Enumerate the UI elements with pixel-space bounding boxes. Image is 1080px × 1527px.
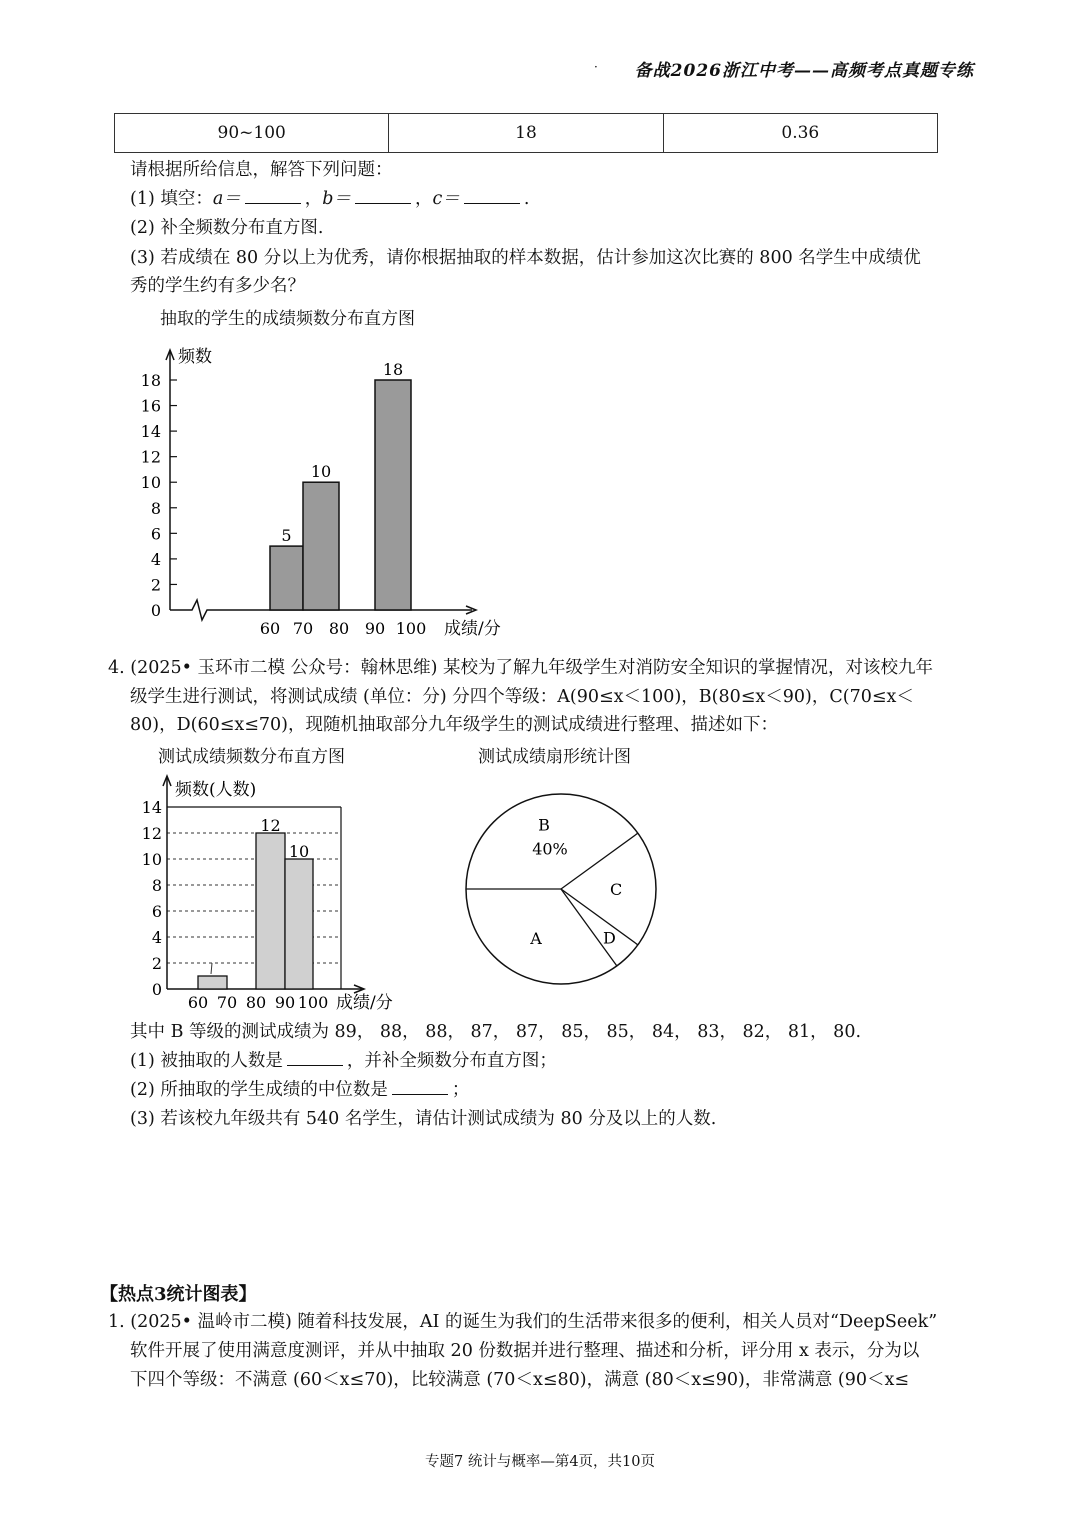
hotspot-line3: 下四个等级：不满意 (60＜x≤70)，比较满意 (70＜x≤80)，满意 (80＜x≤90)，非常满意 (90＜x≤ [130,1370,910,1390]
x-tick-label: 70 [216,993,238,1012]
answer-blank-b[interactable] [355,187,411,204]
pie-slice-label: B [538,815,550,835]
pen-mark [211,963,212,974]
x-tick-label: 60 [259,619,281,638]
y-tick-label: 0 [151,980,162,999]
y-tick-label: 2 [151,954,162,973]
table-row [115,114,938,153]
y-tick-label: 0 [150,601,161,620]
chart3-pie [440,780,690,1000]
answer-blank-count[interactable] [287,1049,343,1066]
x-axis-label: 成绩/分 [444,619,501,639]
grade-table [114,113,938,153]
bar-data-label: 10 [288,842,310,861]
y-tick-label: 6 [151,902,162,921]
q4-part2-text: (2) 所抽取的学生成绩的中位数是 [130,1080,388,1100]
histogram-bar [256,833,285,989]
y-tick-label: 12 [141,824,162,843]
q3-part2: (2) 补全频数分布直方图. [130,218,324,238]
q3-intro: 请根据所给信息，解答下列问题： [130,160,393,180]
page-header-title: 备战2026浙江中考——高频考点真题专练 [634,61,974,81]
answer-blank-c[interactable] [464,187,520,204]
q4-line2: 级学生进行测试，将测试成绩 (单位：分) 分四个等级：A(90≤x＜100)，B(80≤x＜90)，C(70≤x＜ [130,687,914,707]
y-tick-label: 14 [141,798,162,817]
q3-c-label: c＝ [432,189,460,209]
y-tick-label: 18 [140,371,161,390]
y-tick-label: 10 [140,473,161,493]
bar-data-label: 12 [260,816,281,835]
y-tick-label: 12 [140,447,161,467]
x-tick-label: 100 [395,619,427,638]
chart1-histogram [0,330,540,650]
y-tick-label: 14 [140,422,161,442]
x-tick-label: 90 [274,993,296,1012]
y-tick-label: 16 [140,396,161,416]
bar-data-label: 5 [281,526,292,546]
q4-part2 [130,1076,469,1105]
y-axis-label: 频数 [178,347,212,367]
histogram-bar [303,482,339,610]
hotspot-line1: 1. (2025• 温岭市二模) 随着科技发展，AI 的诞生为我们的生活带来很多的便利，相关人员对“DeepSeek” [108,1312,938,1332]
histogram-bar [375,380,411,610]
answer-blank-median[interactable] [392,1078,448,1095]
histogram-bar [198,976,227,989]
table-cell-range: 90~100 [115,114,389,153]
hotspot-title: 【热点3统计图表】 [100,1284,257,1305]
y-tick-label: 4 [150,549,161,569]
q3-part3-line2: 秀的学生约有多少名？ [130,276,305,296]
hotspot-line2: 软件开展了使用满意度测评，并从中抽取 20 份数据并进行整理、描述和分析，评分用 x 表示，分为以 [130,1341,920,1361]
q4-part2-end: ； [451,1080,470,1100]
q4-part1 [130,1047,557,1076]
bar-data-label: 18 [382,360,404,379]
separator: ， [415,189,433,209]
q3-part3-line1: (3) 若成绩在 80 分以上为优秀，请你根据抽取的样本数据，估计参加这次比赛的 800 名学生中成绩优 [130,248,921,268]
y-tick-label: 2 [150,575,161,595]
q3-a-label: a＝ [212,189,241,209]
y-tick-label: 6 [150,524,161,544]
y-tick-label: 8 [151,876,162,895]
table-cell-frequency: 18 [389,114,663,153]
pie-slice-label: C [609,880,623,899]
answer-blank-a[interactable] [245,187,301,204]
histogram-bar [270,546,303,610]
y-tick-label: 8 [150,498,161,518]
x-tick-label: 100 [297,993,329,1012]
q4-line3: 80)，D(60≤x≤70)，现随机抽取部分九年级学生的测试成绩进行整理、描述如下： [130,715,779,735]
chart2-title: 测试成绩频数分布直方图 [158,747,345,767]
q4-part3: (3) 若该校九年级共有 540 名学生，请估计测试成绩为 80 分及以上的人数. [130,1109,717,1129]
y-tick-label: 4 [151,928,162,947]
x-axis-label: 成绩/分 [336,993,393,1013]
q3-b-label: b＝ [322,189,351,209]
q3-part1-prefix: (1) 填空： [130,189,213,209]
x-tick-label: 60 [187,993,209,1012]
end-mark: . [523,189,530,209]
y-tick-label: 10 [141,850,162,869]
histogram-bar [285,859,313,989]
header-dot: · [594,60,598,74]
x-tick-label: 80 [245,993,267,1012]
page-footer: 专题7 统计与概率—第4页，共10页 [424,1454,655,1470]
chart1-title: 抽取的学生的成绩频数分布直方图 [160,309,415,329]
bar-data-label: 10 [310,462,332,482]
q4-part1-end: ，并补全频数分布直方图； [346,1051,557,1071]
chart3-title: 测试成绩扇形统计图 [478,747,631,767]
pie-slice-label: A [530,929,542,949]
x-tick-label: 70 [292,619,314,638]
pie-slice-label: D [602,928,616,948]
x-tick-label: 80 [328,619,350,638]
q4-part1-text: (1) 被抽取的人数是 [130,1051,283,1071]
y-axis-label: 频数(人数) [175,780,257,800]
chart2-histogram [0,768,440,1018]
separator: ， [304,189,323,209]
q4-b-scores: 其中 B 等级的测试成绩为 89， 88， 88， 87， 87， 85， 85， 84， 83， 82， 81， 80. [130,1022,862,1042]
pie-slice-percent: 40% [532,839,568,859]
x-tick-label: 90 [364,619,386,638]
q4-line1: 4. (2025• 玉环市二模 公众号：翰林思维) 某校为了解九年级学生对消防安全知识的掌握情况，对该校九年 [108,658,933,678]
table-cell-rate: 0.36 [663,114,937,153]
q3-part1 [130,185,529,214]
